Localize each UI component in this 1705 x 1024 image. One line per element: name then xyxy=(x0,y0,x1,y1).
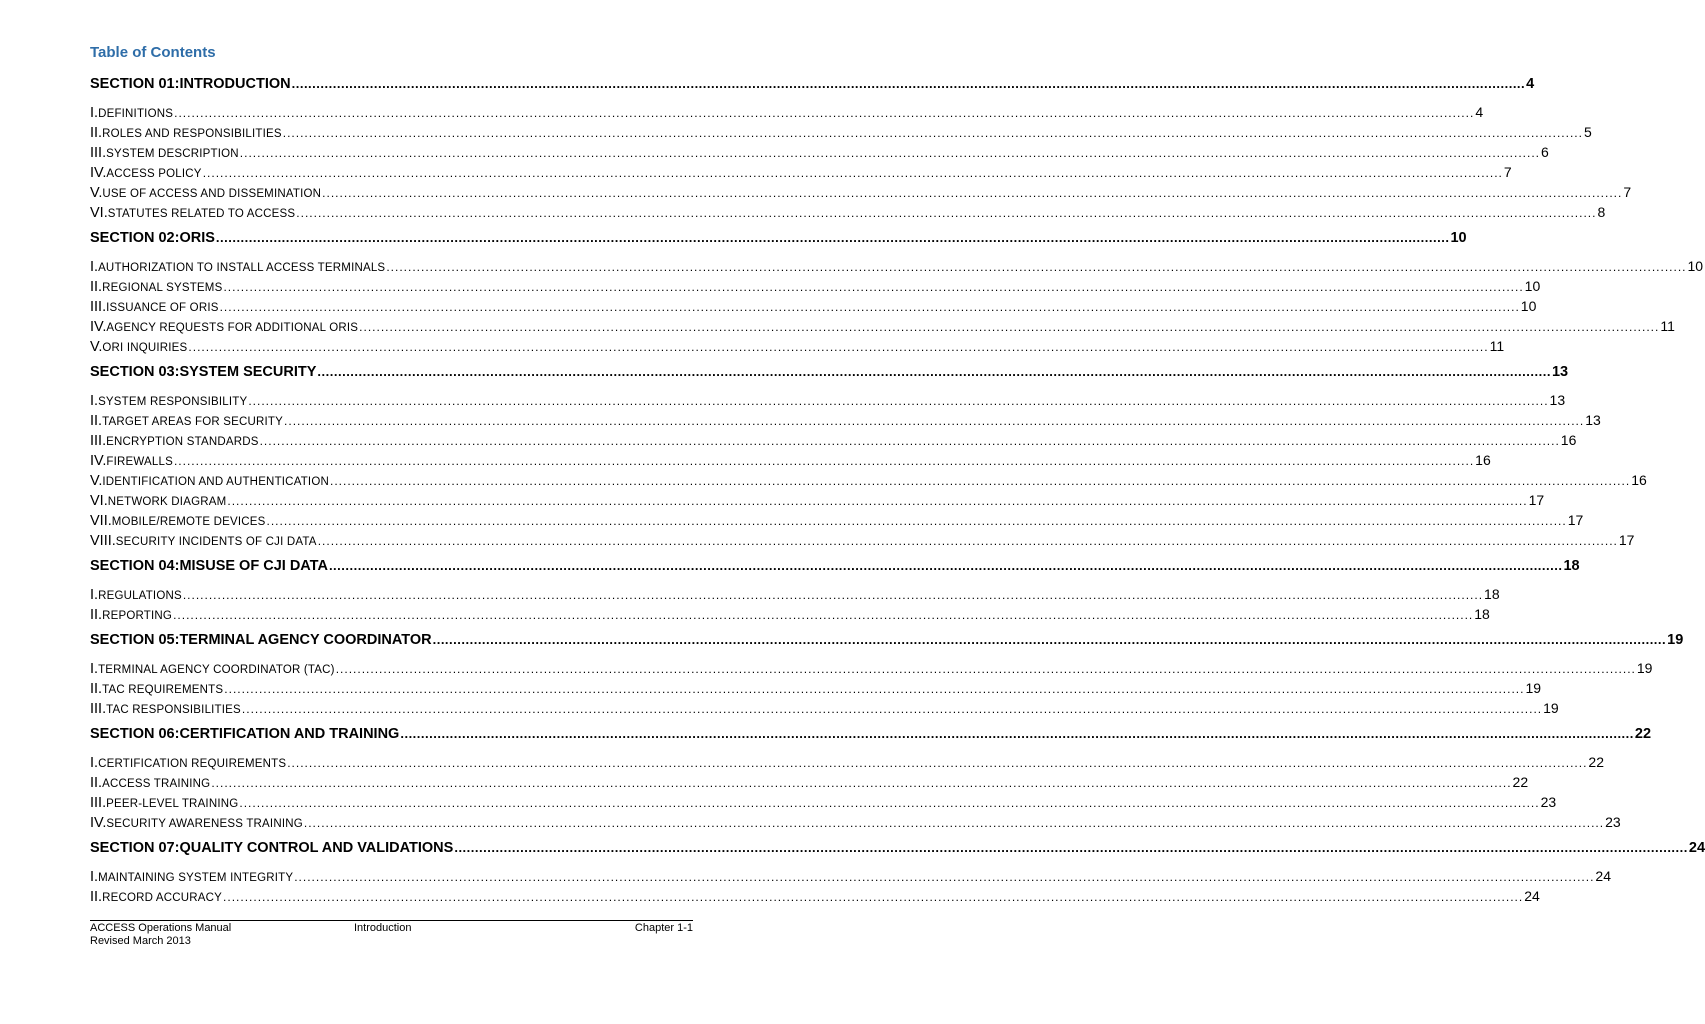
dot-leader: ............................................................................................................................................................................................................................................................................................................ xyxy=(239,146,1540,160)
entry-roman-numeral: III. xyxy=(90,701,107,717)
entry-page-number: 19 xyxy=(1525,680,1542,696)
section-number: SECTION 05: xyxy=(90,632,180,648)
entry-page-number: 11 xyxy=(1660,318,1675,334)
entry-page-number: 6 xyxy=(1541,144,1549,160)
footer-chapter-name: Introduction xyxy=(354,922,412,934)
entry-page-number: 23 xyxy=(1605,814,1621,830)
dot-leader: ............................................................................................................................................................................................................................................................................................................ xyxy=(248,394,1549,408)
toc-section-row[interactable] xyxy=(90,558,1580,578)
entry-page-number: 7 xyxy=(1503,164,1512,180)
entry-roman-numeral: II. xyxy=(90,681,103,697)
entry-title: SYSTEM DESCRIPTION xyxy=(106,148,239,160)
entry-title: TAC REQUIREMENTS xyxy=(102,684,224,696)
toc-entry-row[interactable] xyxy=(90,104,1484,124)
toc-entry-row[interactable] xyxy=(90,298,1537,318)
dot-leader: ............................................................................................................................................................................................................................................................................................................ xyxy=(335,662,1636,676)
entry-roman-numeral: VII. xyxy=(90,513,112,529)
entry-roman-numeral: IV. xyxy=(90,453,107,469)
dot-leader: ............................................................................................................................................................................................................................................................................................................ xyxy=(239,796,1540,810)
toc-entry-row[interactable] xyxy=(90,606,1490,626)
footer-left xyxy=(90,922,231,948)
entry-title: SYSTEM RESPONSIBILITY xyxy=(98,396,248,408)
entry-title: TERMINAL AGENCY COORDINATOR (TAC) xyxy=(98,664,335,676)
section-number: SECTION 01: xyxy=(90,76,180,92)
dot-leader: ............................................................................................................................................................................................................................................................................................................ xyxy=(284,414,1585,428)
toc-entry-row[interactable] xyxy=(90,814,1621,834)
section-number: SECTION 06: xyxy=(90,726,180,742)
dot-leader: ............................................................................................................................................................................................................................................................................................................ xyxy=(211,776,1512,790)
toc-entry-row[interactable] xyxy=(90,532,1635,552)
toc-entry-row[interactable] xyxy=(90,412,1601,432)
entry-title: ACCESS POLICY xyxy=(106,168,202,180)
entry-page-number: 19 xyxy=(1543,700,1559,716)
entry-page-number: 13 xyxy=(1549,392,1566,408)
toc-entry-row[interactable] xyxy=(90,774,1529,794)
dot-leader: ............................................................................................................................................................................................................................................................................................................ xyxy=(291,76,1526,91)
entry-roman-numeral: I. xyxy=(90,869,99,885)
entry-title: DEFINITIONS xyxy=(98,108,174,120)
dot-leader: ............................................................................................................................................................................................................................................................................................................ xyxy=(296,206,1597,220)
entry-page-number: 16 xyxy=(1560,432,1577,448)
entry-title: CERTIFICATION REQUIREMENTS xyxy=(98,758,287,770)
dot-leader: ............................................................................................................................................................................................................................................................................................................ xyxy=(282,126,1583,140)
entry-page-number: 24 xyxy=(1595,868,1611,884)
section-title: ORIS xyxy=(179,230,215,246)
section-title: SYSTEM SECURITY xyxy=(179,364,317,380)
entry-page-number: 11 xyxy=(1489,338,1505,354)
toc-section-row[interactable] xyxy=(90,632,1684,652)
entry-title: USE OF ACCESS AND DISSEMINATION xyxy=(102,188,322,200)
section-title: QUALITY CONTROL AND VALIDATIONS xyxy=(179,840,454,856)
footer-revision-date: Revised March 2013 xyxy=(90,935,191,947)
entry-title: ROLES AND RESPONSIBILITIES xyxy=(102,128,282,140)
entry-title: NETWORK DIAGRAM xyxy=(107,496,227,508)
entry-roman-numeral: V. xyxy=(90,339,103,355)
dot-leader: ............................................................................................................................................................................................................................................................................................................ xyxy=(227,494,1528,508)
entry-page-number: 22 xyxy=(1588,754,1604,770)
footer-page-number: Chapter 1-1 xyxy=(634,922,693,934)
dot-leader: ............................................................................................................................................................................................................................................................................................................ xyxy=(400,726,1634,741)
dot-leader: ............................................................................................................................................................................................................................................................................................................ xyxy=(328,558,1563,573)
entry-title: SECURITY AWARENESS TRAINING xyxy=(106,818,303,830)
entry-title: TARGET AREAS FOR SECURITY xyxy=(102,416,284,428)
toc-entry-row[interactable] xyxy=(90,184,1632,204)
toc-entry-row[interactable] xyxy=(90,124,1592,144)
dot-leader: ............................................................................................................................................................................................................................................................................................................ xyxy=(454,840,1688,855)
dot-leader: ............................................................................................................................................................................................................................................................................................................ xyxy=(173,454,1475,468)
toc-entry-row[interactable] xyxy=(90,512,1584,532)
entry-roman-numeral: I. xyxy=(90,755,99,771)
dot-leader: ............................................................................................................................................................................................................................................................................................................ xyxy=(188,340,1489,354)
entry-page-number: 24 xyxy=(1524,888,1540,904)
entry-roman-numeral: V. xyxy=(90,185,103,201)
entry-roman-numeral: IV. xyxy=(90,165,107,181)
entry-roman-numeral: III. xyxy=(90,433,107,449)
dot-leader: ............................................................................................................................................................................................................................................................................................................ xyxy=(303,816,1605,830)
toc-entry-row[interactable] xyxy=(90,680,1542,700)
entry-roman-numeral: II. xyxy=(90,413,103,429)
entry-roman-numeral: I. xyxy=(90,587,99,603)
entry-title: STATUTES RELATED TO ACCESS xyxy=(107,208,296,220)
entry-title: ISSUANCE OF ORIS xyxy=(106,302,219,314)
section-number: SECTION 03: xyxy=(90,364,180,380)
entry-page-number: 8 xyxy=(1597,204,1606,220)
entry-page-number: 13 xyxy=(1585,412,1601,428)
entry-roman-numeral: III. xyxy=(90,795,107,811)
toc-section-row[interactable] xyxy=(90,76,1535,96)
dot-leader: ............................................................................................................................................................................................................................................................................................................ xyxy=(259,434,1560,448)
entry-roman-numeral: VI. xyxy=(90,205,108,221)
toc-entry-row[interactable] xyxy=(90,258,1704,278)
entry-roman-numeral: IV. xyxy=(90,815,107,831)
section-page-number: 18 xyxy=(1563,558,1580,574)
entry-page-number: 17 xyxy=(1567,512,1584,528)
toc-entry-row[interactable] xyxy=(90,392,1566,412)
toc-entry-row[interactable] xyxy=(90,318,1675,338)
entry-title: SECURITY INCIDENTS OF CJI DATA xyxy=(115,536,317,548)
toc-section-row[interactable] xyxy=(90,230,1467,250)
dot-leader: ............................................................................................................................................................................................................................................................................................................ xyxy=(266,514,1567,528)
toc-section-row[interactable] xyxy=(90,840,1705,860)
entry-page-number: 16 xyxy=(1631,472,1647,488)
toc-entry-row[interactable] xyxy=(90,278,1541,298)
dot-leader: ............................................................................................................................................................................................................................................................................................................ xyxy=(223,280,1524,294)
entry-roman-numeral: II. xyxy=(90,279,103,295)
dot-leader: ............................................................................................................................................................................................................................................................................................................ xyxy=(182,588,1484,602)
entry-roman-numeral: II. xyxy=(90,607,103,623)
entry-roman-numeral: II. xyxy=(90,889,103,905)
dot-leader: ............................................................................................................................................................................................................................................................................................................ xyxy=(359,320,1660,334)
entry-title: MOBILE/REMOTE DEVICES xyxy=(111,516,266,528)
toc-entry-row[interactable] xyxy=(90,868,1611,888)
entry-title: REGIONAL SYSTEMS xyxy=(102,282,223,294)
entry-page-number: 18 xyxy=(1474,606,1490,622)
toc-entry-row[interactable] xyxy=(90,586,1500,606)
section-page-number: 24 xyxy=(1688,840,1705,856)
entry-title: IDENTIFICATION AND AUTHENTICATION xyxy=(102,476,329,488)
toc-entry-row[interactable] xyxy=(90,452,1491,472)
entry-page-number: 10 xyxy=(1524,278,1541,294)
dot-leader: ............................................................................................................................................................................................................................................................................................................ xyxy=(287,756,1588,770)
dot-leader: ............................................................................................................................................................................................................................................................................................................ xyxy=(173,608,1474,622)
entry-roman-numeral: III. xyxy=(90,299,107,315)
entry-title: ORI INQUIRIES xyxy=(102,342,188,354)
section-page-number: 19 xyxy=(1667,632,1684,648)
entry-page-number: 17 xyxy=(1528,492,1545,508)
entry-roman-numeral: VI. xyxy=(90,493,108,509)
entry-roman-numeral: II. xyxy=(90,775,103,791)
footer-divider xyxy=(90,920,693,921)
section-number: SECTION 04: xyxy=(90,558,180,574)
entry-title: FIREWALLS xyxy=(106,456,173,468)
entry-roman-numeral: V. xyxy=(90,473,103,489)
section-title: MISUSE OF CJI DATA xyxy=(179,558,328,574)
section-number: SECTION 02: xyxy=(90,230,180,246)
dot-leader: ............................................................................................................................................................................................................................................................................................................ xyxy=(223,890,1524,904)
section-page-number: 22 xyxy=(1634,726,1652,742)
entry-title: RECORD ACCURACY xyxy=(102,892,223,904)
toc-section-row[interactable] xyxy=(90,726,1652,746)
toc-entry-row[interactable] xyxy=(90,754,1604,774)
entry-roman-numeral: I. xyxy=(90,259,99,275)
section-title: INTRODUCTION xyxy=(179,76,291,92)
dot-leader: ............................................................................................................................................................................................................................................................................................................ xyxy=(386,260,1687,274)
dot-leader: ............................................................................................................................................................................................................................................................................................................ xyxy=(241,702,1543,716)
entry-roman-numeral: I. xyxy=(90,393,99,409)
section-page-number: 10 xyxy=(1450,230,1467,246)
toc-entry-row[interactable] xyxy=(90,794,1557,814)
toc-entry-row[interactable] xyxy=(90,472,1647,492)
entry-title: AGENCY REQUESTS FOR ADDITIONAL ORIS xyxy=(106,322,359,334)
toc-entry-row[interactable] xyxy=(90,700,1559,720)
section-page-number: 4 xyxy=(1526,76,1535,92)
toc-section-row[interactable] xyxy=(90,364,1569,384)
entry-page-number: 16 xyxy=(1475,452,1491,468)
entry-title: REPORTING xyxy=(102,610,173,622)
dot-leader: ............................................................................................................................................................................................................................................................................................................ xyxy=(215,230,1450,245)
dot-leader: ............................................................................................................................................................................................................................................................................................................ xyxy=(317,364,1551,379)
entry-title: ACCESS TRAINING xyxy=(102,778,211,790)
toc-entry-row[interactable] xyxy=(90,492,1545,512)
entry-roman-numeral: VIII. xyxy=(90,533,116,549)
section-page-number: 13 xyxy=(1551,364,1569,380)
entry-page-number: 22 xyxy=(1512,774,1529,790)
section-number: SECTION 07: xyxy=(90,840,180,856)
dot-leader: ............................................................................................................................................................................................................................................................................................................ xyxy=(224,682,1525,696)
dot-leader: ............................................................................................................................................................................................................................................................................................................ xyxy=(294,870,1595,884)
entry-page-number: 23 xyxy=(1540,794,1557,810)
toc-entry-row[interactable] xyxy=(90,164,1512,184)
dot-leader: ............................................................................................................................................................................................................................................................................................................ xyxy=(317,534,1618,548)
entry-title: ENCRYPTION STANDARDS xyxy=(106,436,259,448)
entry-roman-numeral: II. xyxy=(90,125,103,141)
entry-roman-numeral: I. xyxy=(90,105,99,121)
dot-leader: ............................................................................................................................................................................................................................................................................................................ xyxy=(202,166,1503,180)
toc-entry-row[interactable] xyxy=(90,338,1505,358)
section-title: TERMINAL AGENCY COORDINATOR xyxy=(179,632,432,648)
toc-entry-row[interactable] xyxy=(90,888,1540,908)
entry-page-number: 19 xyxy=(1636,660,1653,676)
entry-roman-numeral: I. xyxy=(90,661,99,677)
toc-title: Table of Contents xyxy=(90,44,216,61)
dot-leader: ............................................................................................................................................................................................................................................................................................................ xyxy=(219,300,1520,314)
dot-leader: ............................................................................................................................................................................................................................................................................................................ xyxy=(432,632,1667,647)
entry-page-number: 4 xyxy=(1475,104,1484,120)
footer-manual-name: ACCESS Operations Manual xyxy=(90,922,232,934)
section-title: CERTIFICATION AND TRAINING xyxy=(179,726,400,742)
entry-title: MAINTAINING SYSTEM INTEGRITY xyxy=(98,872,294,884)
entry-title: AUTHORIZATION TO INSTALL ACCESS TERMINALS xyxy=(98,262,386,274)
entry-page-number: 10 xyxy=(1520,298,1537,314)
dot-leader: ............................................................................................................................................................................................................................................................................................................ xyxy=(322,186,1623,200)
entry-title: PEER-LEVEL TRAINING xyxy=(106,798,239,810)
dot-leader: ............................................................................................................................................................................................................................................................................................................ xyxy=(174,106,1475,120)
dot-leader: ............................................................................................................................................................................................................................................................................................................ xyxy=(329,474,1631,488)
entry-page-number: 18 xyxy=(1484,586,1500,602)
entry-title: REGULATIONS xyxy=(98,590,182,602)
toc-entry-row[interactable] xyxy=(90,660,1653,680)
toc-entry-row[interactable] xyxy=(90,432,1577,452)
entry-title: TAC RESPONSIBILITIES xyxy=(106,704,241,716)
entry-roman-numeral: III. xyxy=(90,145,107,161)
entry-page-number: 7 xyxy=(1623,184,1632,200)
entry-page-number: 17 xyxy=(1618,532,1635,548)
entry-page-number: 5 xyxy=(1583,124,1592,140)
toc-entry-row[interactable] xyxy=(90,204,1606,224)
entry-page-number: 10 xyxy=(1687,258,1704,274)
entry-roman-numeral: IV. xyxy=(90,319,107,335)
toc-entry-row[interactable] xyxy=(90,144,1549,164)
